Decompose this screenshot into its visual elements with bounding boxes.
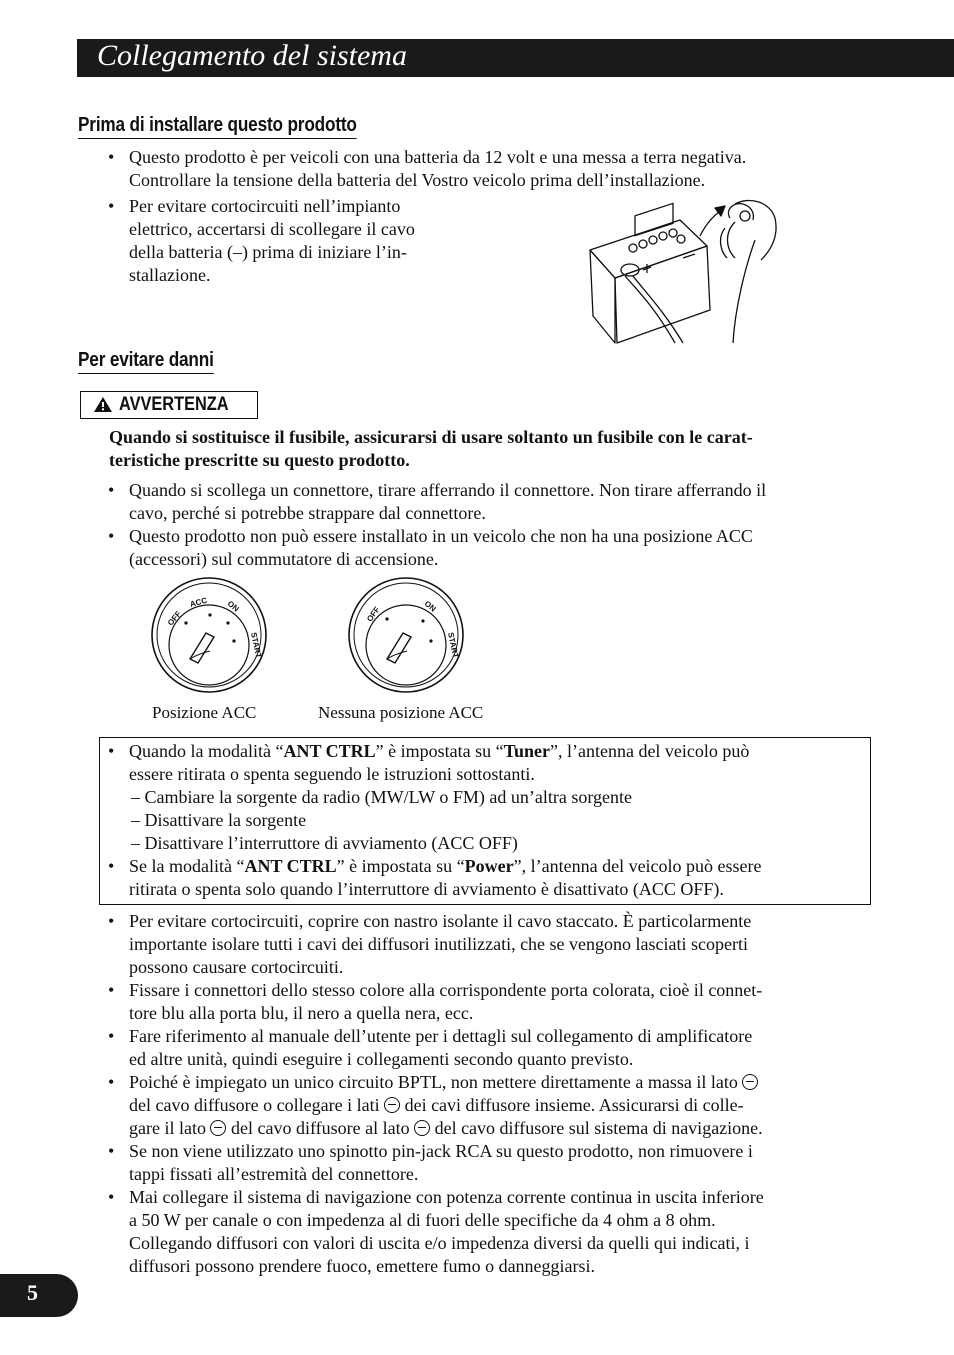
caption-no-acc: Nessuna posizione ACC: [318, 703, 484, 722]
switch-label-off: OFF: [165, 609, 184, 628]
warning-label: AVVERTENZA: [119, 394, 229, 415]
list-item: • Per evitare cortocircuiti nell’impianto elettrico, accertarsi di scollegare il cavo della batteria (–) prima di iniziare l’in- stallazione.: [108, 196, 415, 285]
page-number: 5: [27, 1280, 38, 1305]
minus-circle-icon: [414, 1120, 430, 1136]
warning-text: Quando si sostituisce il fusibile, assicurarsi di usare soltanto un fusibile con le carat- teristiche prescritte su questo prodotto.: [109, 427, 753, 470]
section-title-before-install: Prima di installare questo prodotto: [78, 114, 357, 139]
disconnect-battery-list: [108, 195, 468, 287]
switch-label-start: START: [248, 631, 264, 659]
list-item: • Se non viene utilizzato uno spinotto pin-jack RCA su questo prodotto, non rimuovere i tappi fissati all’estremità del connettore.: [108, 1141, 753, 1184]
antenna-note-list: [108, 740, 868, 901]
minus-circle-icon: [384, 1097, 400, 1113]
switch-label-on: ON: [422, 599, 438, 614]
warning-badge: [80, 391, 258, 419]
before-install-list: [108, 146, 868, 192]
list-item: • Quando si scollega un connettore, tirare afferrando il connettore. Non tirare afferrando il cavo, perché si potrebbe strappare dal connettore.: [108, 480, 767, 523]
minus-circle-icon: [210, 1120, 226, 1136]
damage-list: [108, 479, 868, 571]
switch-label-start: START: [445, 631, 461, 659]
list-item: • Poiché è impiegato un unico circuito BPTL, non mettere direttamente a massa il lato del cavo diffusore o collegare i lati dei cavi diffusore insieme. Assicurarsi di colle- gare il lato del cavo diffusore al lato del cavo diffusore sul sistema di navigazione.: [108, 1072, 763, 1138]
switch-label-on: ON: [225, 599, 241, 614]
header-bar: [77, 39, 954, 77]
wiring-notes-list: [108, 910, 878, 1278]
list-item: • Questo prodotto è per veicoli con una batteria da 12 volt e una messa a terra negativa. Controllare la tensione della batteria del Vostro veicolo prima dell’installazione.: [108, 147, 747, 190]
page-number-tab: [0, 1274, 78, 1317]
list-item: • Quando la modalità “ANT CTRL” è impostata su “Tuner”, l’antenna del veicolo può essere ritirata o spenta seguendo le istruzioni sottostanti. – Cambiare la sorgente da radio (MW/LW o FM) ad un’altra sorgente – Disattivare la sorgente – Disattivare l’interruttore di avviamento (ACC OFF): [108, 741, 750, 853]
section-title-avoid-damage: Per evitare danni: [78, 349, 214, 374]
ignition-switch-no-acc: [347, 575, 467, 695]
caption-acc: Posizione ACC: [152, 703, 257, 722]
list-item: • Per evitare cortocircuiti, coprire con nastro isolante il cavo staccato. È particolarmente importante isolare tutti i cavi dei diffusori inutilizzati, che se vengono lasciati scoperti possono causare cortocircuiti.: [108, 911, 752, 977]
minus-circle-icon: [742, 1074, 758, 1090]
battery-illustration: [585, 198, 785, 346]
list-item: • Mai collegare il sistema di navigazione con potenza corrente continua in uscita inferiore a 50 W per canale o con impedenza al di fuori delle specifiche da 4 ohm a 8 ohm. Collegando diffusori con valori di uscita e/o impedenza diversi da quelli qui indicati, i diffusori possono prendere fuoco, emettere fumo o danneggiarsi.: [108, 1187, 764, 1276]
list-item: • Fissare i connettori dello stesso colore alla corrispondente porta colorata, cioè il connet- tore blu alla porta blu, il nero a quella nera, ecc.: [108, 980, 763, 1023]
page-title: Collegamento del sistema: [97, 39, 407, 72]
warning-icon: [93, 396, 113, 413]
list-item: • Se la modalità “ANT CTRL” è impostata su “Power”, l’antenna del veicolo può essere ritirata o spenta solo quando l’interruttore di avviamento è disattivato (ACC OFF).: [108, 856, 762, 899]
list-item: • Fare riferimento al manuale dell’utente per i dettagli sul collegamento di amplificatore ed altre unità, quindi eseguire i collegamenti secondo quanto previsto.: [108, 1026, 753, 1069]
switch-label-acc: ACC: [188, 595, 209, 609]
ignition-switch-acc: [150, 575, 270, 695]
list-item: • Questo prodotto non può essere installato in un veicolo che non ha una posizione ACC (accessori) sul commutatore di accensione.: [108, 526, 753, 569]
switch-label-off: OFF: [365, 605, 382, 624]
